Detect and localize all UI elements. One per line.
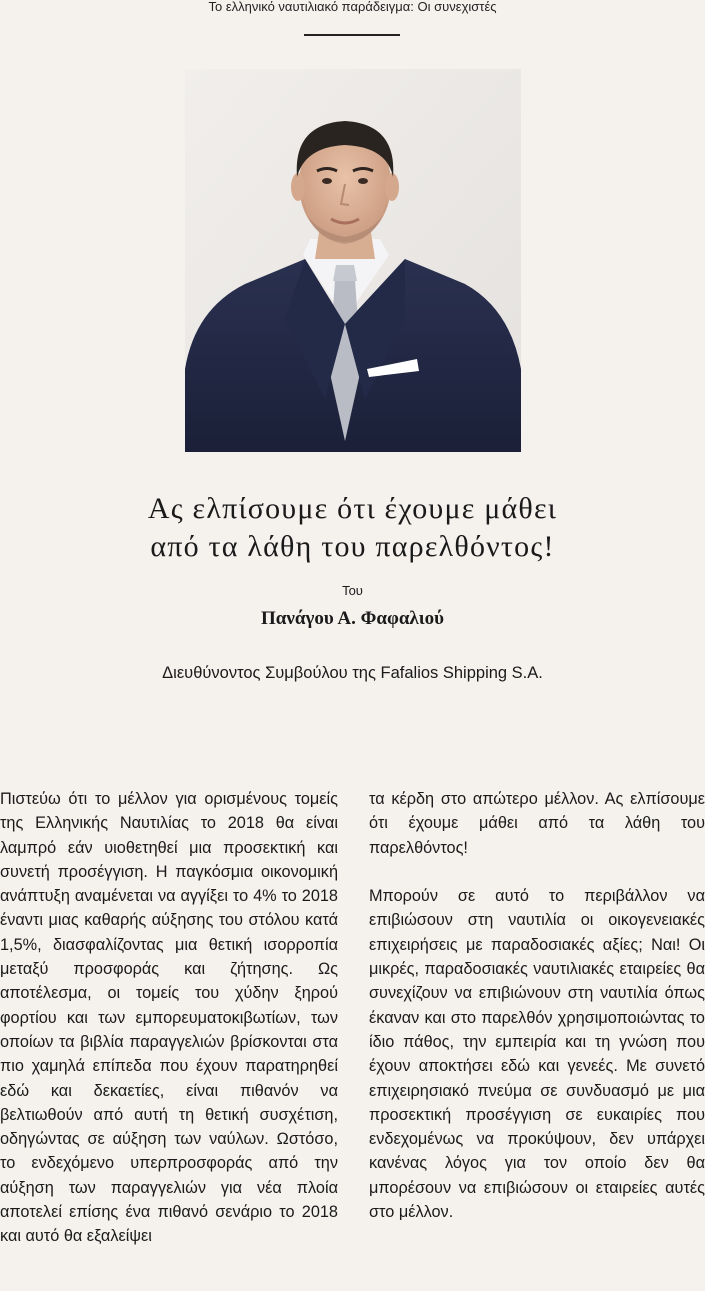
article-title-line-2: από τα λάθη του παρελθόντος! [150,530,555,563]
author-name: Πανάγου Α. Φαφαλιού [260,608,445,629]
article-title-line-1: Ας ελπίσουμε ότι έχουμε μάθει [147,492,558,525]
header-divider [304,34,400,36]
author-portrait [185,69,521,452]
body-column-left [0,787,338,1249]
byline-prefix: Του [342,583,363,598]
body-paragraph: Μπορούν σε αυτό το περιβάλλον να επιβιώσουν στη ναυτιλία οι οικογενειακές επιχειρήσεις με παραδοσιακές αξίες; Ναι! Οι μικρές, παραδοσιακές ναυτιλιακές εταιρείες θα συνεχίζουν να επιβιώνουν στη ναυτιλία όπως έκαναν και στο παρελθόν χρησιμοποιώντας το ίδιο πάθος, την εμπειρία και τη γνώση που έχουν αποκτήσει εδώ και γενεές. Με συνετό επιχειρησιακό πνεύμα σε συνδυασμό με μια προσεκτική προσέγγιση σε ευκαιρίες που ενδεχομένως να προκύψουν, δεν υπάρχει κανένας λόγος για τον οποίο δεν θα μπορέσουν να επιβιώσουν οι εταιρείες αυτές στο μέλλον. [369,887,705,1222]
body-column-right [369,787,705,1224]
body-paragraph: τα κέρδη στο απώτερο μέλλον. Ας ελπίσουμε ότι έχουμε μάθει από τα λάθη του παρελθόντος! [369,790,705,857]
body-paragraph: Πιστεύω ότι το μέλλον για ορισμένους τομείς της Ελληνικής Ναυτιλίας το 2018 θα είναι λαμπρό εάν υιοθετηθεί μια προσεκτική και συνετή προσέγγιση. Η παγκόσμια οικονομική ανάπτυξη αναμένεται να αγγίξει το 4% το 2018 έναντι μιας καθαρής αύξησης του στόλου κατά 1,5%, διασφαλίζοντας μια θετική ισορροπία μεταξύ προσφοράς και ζήτησης. Ως αποτέλεσμα, οι τομείς του χύδην ξηρού φορτίου και των εμπορευματοκιβωτίων, των οποίων τα βιβλία παραγγελιών βρίσκονται στα πιο χαμηλά επίπεδα που έχουν παρατηρηθεί εδώ και δεκαετίες, είναι πιθανόν να βελτιωθούν από αυτή τη θετική συσχέτιση, οδηγώντας σε αύξηση των ναύλων. Ωστόσο, το ενδεχόμενο υπερπροσφοράς από την αύξηση των παραγγελιών για νέα πλοία αποτελεί επίσης ένα πιθανό σενάριο το 2018 και αυτό θα εξαλείψει [0,790,338,1246]
article-title [0,490,705,566]
running-head: Το ελληνικό ναυτιλιακό παράδειγμα: Οι συνεχιστές [208,0,497,14]
author-role: Διευθύνοντος Συμβούλου της Fafalios Shipping S.A. [162,664,543,682]
